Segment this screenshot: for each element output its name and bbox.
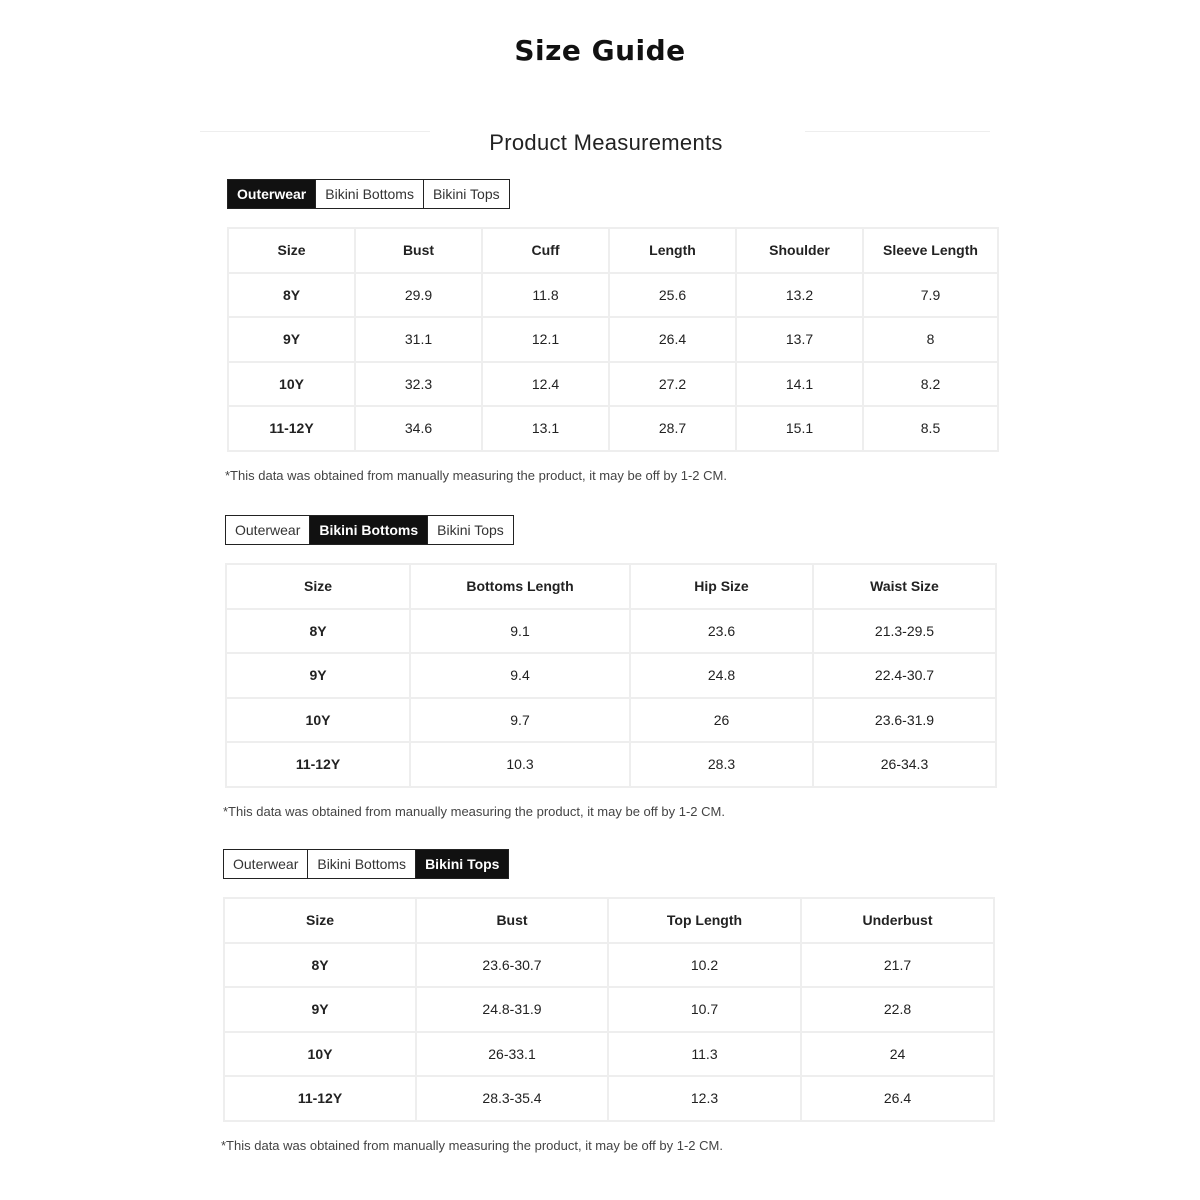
table-cell: 7.9	[863, 273, 998, 318]
column-header: Top Length	[608, 898, 801, 943]
table-cell: 27.2	[609, 362, 736, 407]
table-cell: 34.6	[355, 406, 482, 451]
tab-bikini-tops[interactable]: Bikini Tops	[416, 850, 508, 878]
table-cell: 26-34.3	[813, 742, 996, 787]
column-header: Hip Size	[630, 564, 813, 609]
outerwear-size-table	[227, 227, 999, 452]
table-cell: 14.1	[736, 362, 863, 407]
table-cell: 26.4	[609, 317, 736, 362]
table-cell: 13.2	[736, 273, 863, 318]
table-cell: 23.6	[630, 609, 813, 654]
size-category-tabs	[225, 515, 514, 545]
column-header: Size	[228, 228, 355, 273]
table-cell: 31.1	[355, 317, 482, 362]
size-cell: 9Y	[226, 653, 410, 698]
bikini-bottoms-size-table	[225, 563, 997, 788]
table-row	[224, 1076, 994, 1121]
size-cell: 9Y	[228, 317, 355, 362]
table-cell: 12.4	[482, 362, 609, 407]
size-cell: 9Y	[224, 987, 416, 1032]
column-header: Size	[226, 564, 410, 609]
table-cell: 11.8	[482, 273, 609, 318]
tab-bikini-bottoms[interactable]: Bikini Bottoms	[308, 850, 416, 878]
table-cell: 12.3	[608, 1076, 801, 1121]
table-row	[226, 609, 996, 654]
table-row	[228, 406, 998, 451]
table-cell: 10.7	[608, 987, 801, 1032]
table-cell: 21.3-29.5	[813, 609, 996, 654]
table-cell: 8	[863, 317, 998, 362]
tab-outerwear[interactable]: Outerwear	[224, 850, 308, 878]
column-header: Length	[609, 228, 736, 273]
size-cell: 8Y	[228, 273, 355, 318]
table-row	[228, 362, 998, 407]
page-title: Size Guide	[514, 34, 686, 67]
measurement-note: *This data was obtained from manually measuring the product, it may be off by 1-2 CM.	[221, 1137, 723, 1153]
size-cell: 11-12Y	[228, 406, 355, 451]
tab-bikini-bottoms[interactable]: Bikini Bottoms	[316, 180, 424, 208]
table-cell: 11.3	[608, 1032, 801, 1077]
size-cell: 10Y	[224, 1032, 416, 1077]
size-category-tabs	[227, 179, 510, 209]
table-cell: 22.8	[801, 987, 994, 1032]
table-cell: 8.5	[863, 406, 998, 451]
table-cell: 12.1	[482, 317, 609, 362]
tab-bikini-tops[interactable]: Bikini Tops	[424, 180, 509, 208]
table-cell: 10.2	[608, 943, 801, 988]
table-row	[224, 943, 994, 988]
table-row	[226, 698, 996, 743]
table-cell: 28.3	[630, 742, 813, 787]
tab-outerwear[interactable]: Outerwear	[228, 180, 316, 208]
table-cell: 22.4-30.7	[813, 653, 996, 698]
table-cell: 29.9	[355, 273, 482, 318]
table-cell: 24.8	[630, 653, 813, 698]
table-row	[224, 987, 994, 1032]
table-cell: 26.4	[801, 1076, 994, 1121]
column-header: Size	[224, 898, 416, 943]
table-cell: 23.6-31.9	[813, 698, 996, 743]
column-header: Shoulder	[736, 228, 863, 273]
size-cell: 8Y	[226, 609, 410, 654]
tab-bikini-tops[interactable]: Bikini Tops	[428, 516, 513, 544]
column-header: Bottoms Length	[410, 564, 630, 609]
table-row	[228, 317, 998, 362]
table-cell: 28.7	[609, 406, 736, 451]
table-cell: 24.8-31.9	[416, 987, 608, 1032]
table-row	[226, 653, 996, 698]
tab-outerwear[interactable]: Outerwear	[226, 516, 310, 544]
table-cell: 15.1	[736, 406, 863, 451]
table-cell: 25.6	[609, 273, 736, 318]
bikini-tops-size-table	[223, 897, 995, 1122]
table-header-row	[228, 228, 998, 273]
table-cell: 10.3	[410, 742, 630, 787]
column-header: Cuff	[482, 228, 609, 273]
size-cell: 10Y	[228, 362, 355, 407]
table-cell: 24	[801, 1032, 994, 1077]
size-cell: 11-12Y	[226, 742, 410, 787]
table-header-row	[226, 564, 996, 609]
table-row	[226, 742, 996, 787]
table-cell: 23.6-30.7	[416, 943, 608, 988]
table-cell: 26	[630, 698, 813, 743]
table-cell: 26-33.1	[416, 1032, 608, 1077]
table-cell: 13.7	[736, 317, 863, 362]
outerwear-size-block	[227, 179, 999, 483]
table-cell: 13.1	[482, 406, 609, 451]
size-cell: 11-12Y	[224, 1076, 416, 1121]
measurement-note: *This data was obtained from manually measuring the product, it may be off by 1-2 CM.	[223, 803, 725, 819]
table-header-row	[224, 898, 994, 943]
tab-bikini-bottoms[interactable]: Bikini Bottoms	[310, 516, 428, 544]
table-cell: 9.4	[410, 653, 630, 698]
column-header: Bust	[355, 228, 482, 273]
section-title: Product Measurements	[489, 130, 723, 155]
table-cell: 9.1	[410, 609, 630, 654]
table-cell: 28.3-35.4	[416, 1076, 608, 1121]
column-header: Underbust	[801, 898, 994, 943]
bikini-tops-size-block	[223, 849, 995, 1153]
column-header: Bust	[416, 898, 608, 943]
measurement-note: *This data was obtained from manually measuring the product, it may be off by 1-2 CM.	[225, 467, 727, 483]
table-row	[228, 273, 998, 318]
column-header: Sleeve Length	[863, 228, 998, 273]
table-cell: 8.2	[863, 362, 998, 407]
table-cell: 21.7	[801, 943, 994, 988]
bikini-bottoms-size-block	[225, 515, 997, 819]
table-cell: 32.3	[355, 362, 482, 407]
size-cell: 10Y	[226, 698, 410, 743]
size-cell: 8Y	[224, 943, 416, 988]
table-row	[224, 1032, 994, 1077]
table-cell: 9.7	[410, 698, 630, 743]
size-category-tabs	[223, 849, 509, 879]
column-header: Waist Size	[813, 564, 996, 609]
